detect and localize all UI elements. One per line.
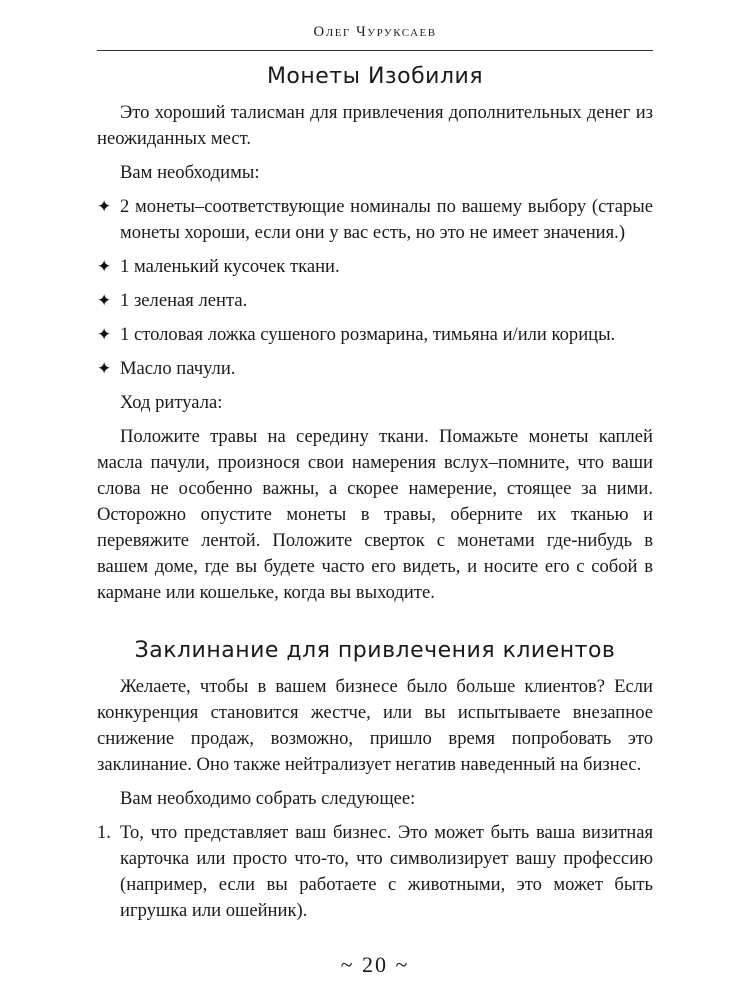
four-pointed-star-icon: ✦ [97,197,112,216]
page-content [97,62,653,932]
list-item [97,820,653,924]
four-pointed-star-icon: ✦ [97,257,112,276]
ritual-text: Положите травы на середину ткани. Помажьте монеты каплей масла пачули, произнося свои намерения вслух–помните, что ваши слова не особенно важны, а скорее намерение, стоящее за ними. Осторожно опустите монеты в травы, оберните их тканью и перевяжите лентой. Положите сверток с монетами где-нибудь в вашем доме, где вы будете часто его видеть, и носите его с собой в кармане или кошельке, когда вы выходите. [97,426,653,603]
list-item [97,322,653,348]
list-item-text: 1 столовая ложка сушеного розмарина, тимьяна и/или корицы. [120,324,616,345]
list-item-text: Масло пачули. [120,358,236,379]
list-number: 1. [97,822,111,843]
collect-label: Вам необходимо собрать следующее: [120,788,416,809]
list-item-text: 1 маленький кусочек ткани. [120,256,340,277]
list-item-text: 2 монеты–соответствующие номиналы по вашему выбору (старые монеты хороши, если они у вас есть, но это не имеет значения.) [120,196,653,243]
section-title-coins: Монеты Изобилия [266,64,484,89]
numbered-list [97,820,653,924]
needs-label: Вам необходимы: [120,162,260,183]
list-item-text: То, что представляет ваш бизнес. Это может быть ваша визитная карточка или просто что-то, что символизирует вашу профессию (например, если вы работаете с животными, это может быть игрушка или ошейник). [120,822,653,921]
section-title-clients: Заклинание для привлечения клиентов [134,638,616,663]
four-pointed-star-icon: ✦ [97,359,112,378]
running-header-author: Олег Чуруксаев [313,24,437,40]
ingredients-list [97,194,653,382]
four-pointed-star-icon: ✦ [97,291,112,310]
list-item-text: 1 зеленая лента. [120,290,248,311]
page-number: ~ 20 ~ [340,952,410,977]
list-item [97,288,653,314]
section-intro: Желаете, чтобы в вашем бизнесе было больше клиентов? Если конкуренция становится жестче, или вы испытываете внезапное снижение продаж, возможно, пришло время попробовать это заклинание. Оно также нейтрализует негатив наведенный на бизнес. [97,676,653,775]
ritual-label: Ход ритуала: [120,392,223,413]
list-item [97,356,653,382]
header-divider [97,50,653,51]
four-pointed-star-icon: ✦ [97,325,112,344]
list-item [97,194,653,246]
list-item [97,254,653,280]
section-intro: Это хороший талисман для привлечения дополнительных денег из неожиданных мест. [97,102,653,149]
